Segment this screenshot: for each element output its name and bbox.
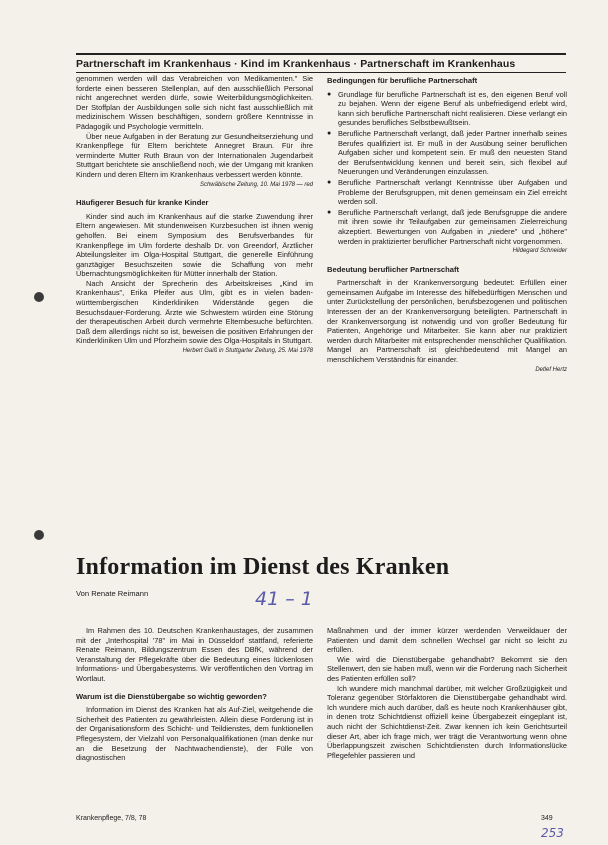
list-item: ● Grundlage für berufliche Partnerschaft ist es, den eigenen Beruf voll zu bejahen. Wenn der eigene Beruf als unbefriedigend erlebt wird, kann sich berufliche Partnerschaft nicht realisieren. Diese verlangt ein gesundes berufliches Selbstbewußtsein. — [327, 90, 567, 128]
paragraph: genommen werden will das Verabreichen von Medikamenten." Sie forderte einen besseren Stellenplan, auf den ausschließlich Personal nicht angerechnet werden dürfe, sowie Weiterbildungsmöglichkeiten. Der Stoffplan der Ausbildungen solle sich nicht fast ausschließlich mit medizinischem Wissen beschäftigen, sondern größere Kenntnisse in Pädagogik und Psychologie vermitteln. — [76, 74, 313, 131]
article-right-column — [327, 626, 567, 760]
list-item: ● Berufliche Partnerschaft verlangt Kenntnisse über Aufgaben und Probleme der Berufsgruppen, mit denen gemeinsam ein Ziel erreicht werden soll. — [327, 178, 567, 207]
paragraph: Ich wundere mich manchmal darüber, mit welcher Großzügigkeit und Toleranz gegenüber Störfaktoren die Dienstübergabe gehandhabt wird. Ich wundere mich auch darüber, daß es heute noch Krankenhäuser gibt, in denen trotz Schichtdienst offiziell keine Übergabezeit eingeplant ist, auch nicht der Schichtdienst-Zeit. Zwar kennen ich kein Gerichtsurteil dieser Art, aber ich frage mich, wer trägt die Verantwortung wenn ohne Überlappungszeit zwischen Schichtdiensten durch Informationslücke Pflegefehler passieren und — [327, 683, 567, 760]
section-heading: Warum ist die Dienstübergabe so wichtig geworden? — [76, 691, 267, 701]
paragraph: Maßnahmen und der immer kürzer werdenden Verweildauer der Patienten und damit dem schnellen Wechsel gar nicht so leicht zu erfüllen. — [327, 626, 567, 655]
handwritten-page-number: 253 — [541, 826, 564, 840]
paragraph: Nach Ansicht der Sprecherin des Arbeitskreises „Kind im Krankenhaus", Erika Pfeifer aus Ulm, gibt es in vielen baden-württembergischen Kinderkliniken Widerstände gegen die Besuchsdauer-Forderung. Ärzte wie Schwestern würden eine Störung der therapeutischen Arbeit durch vermehrte Elternbesuche befürchten. Daß dem allerdings nicht so ist, beweisen die positiven Erfahrungen der Kinderkliniken Ulm und Pforzheim sowie des Olga-Hospitals in Stuttgart. — [76, 278, 313, 346]
paragraph: Im Rahmen des 10. Deutschen Krankenhaustages, der zusammen mit der „Interhospital '78" im Mai in Düsseldorf stattfand, referierte Renate Reimann, Bildungszentrum Essen des DBfK, während der Veranstaltung der Pflegekräfte über die Bedeutung eines lückenlosen Informations- und Übergabesystems. Wir veröffentlichen den Vortrag im Wortlaut. — [76, 626, 313, 683]
punch-hole — [34, 292, 44, 302]
list-item: ● Berufliche Partnerschaft verlangt, daß jeder Partner innerhalb seines Berufes qualifiziert ist. Er muß in der Ausübung seiner beruflichen Aufgaben sicher und kompetent sein. Er muß den neuesten Stand der Berufsentwicklung kennen und bereit sein, sich flexibel auf Neuerungen und Veränderungen einzulassen. — [327, 129, 567, 177]
section-heading: Bedeutung beruflicher Partnerschaft — [327, 264, 460, 274]
section-heading: Bedingungen für berufliche Partnerschaft — [327, 76, 478, 85]
article-author: Von Renate Reimann — [76, 589, 149, 598]
source-note: Hildegard Schneider — [512, 248, 567, 255]
right-column — [327, 76, 567, 375]
paragraph: Kinder sind auch im Krankenhaus auf die starke Zuwendung ihrer Eltern angewiesen. Mit stundenweisen Kurzbesuchen ist ihnen wenig geholfen. Bei einem Symposium des Berufsverbandes für Krankenpflege im Ulm forderte deshalb Dr. von Greendorf, Ärztlicher Abteilungsleiter im Olga-Hospital Stuttgart, die generelle Einführung ganztägiger Besuchszeiten sowie die Schaffung von mehr Übernachtungsmöglichkeiten für Mütter innerhalb der Station. — [76, 211, 313, 279]
left-column — [76, 74, 313, 357]
handwritten-annotation: 41 – 1 — [255, 588, 313, 610]
paragraph: Wie wird die Dienstübergabe gehandhabt? Bekommt sie den Stellenwert, den sie haben muß, wenn wir die Forderung nach Sicherheit des Patienten erfüllen soll? — [327, 654, 567, 683]
paragraph: Information im Dienst des Kranken hat als Auf-Ziel, weitgehende die Sicherheit des Patienten zu gewährleisten. Allein diese Forderung ist in der Organisationsform des Schicht- und Teildienstes, dem funktionellen Pflegesystem, der Vielzahl von Personalqualifikationen (man denke nur an die Besetzung der Nachtwachendienste), der Fülle von diagnostischen — [76, 705, 313, 763]
list-item: ● Berufliche Partnerschaft verlangt, daß jede Berufsgruppe die andere mit ihren sowie ihr Teilaufgaben zur gemeinsamen Zielerreichung akzeptiert. Bewertungen von Aufgaben in „niedere" und „höhere" werden in praktizierter beruflicher Partnerschaft nicht vorgenommen. — [327, 208, 567, 246]
page-number: 349 — [541, 815, 553, 822]
section-heading: Häufigerer Besuch für kranke Kinder — [76, 198, 209, 208]
footer-journal: Krankenpflege, 7/8, 78 — [76, 815, 147, 822]
paragraph: Partnerschaft in der Krankenversorgung bedeutet: Erfüllen einer gemeinsamen Aufgabe im Interesse des hilfebedürftigen Menschen und unter Zurückstellung der persönlichen, berufsbezogenen und politischen Interessen der an der Krankenversorgung beteiligten. Partnerschaft in der Krankenversorgung ist notwendig und von großer Bedeutung für Patienten, Angehörige und Mitarbeiter. Sie kann aber nur praktiziert werden durch Mitarbeiter mit entsprechender menschlicher Qualifikation. Mangel an Partnerschaft ist gleichbedeutend mit Mangel an menschlichem Verständnis für einander. — [327, 278, 567, 365]
source-note: Herbert Gaiß in Stuttgarter Zeitung, 25. Mai 1978 — [182, 348, 313, 355]
paragraph: Über neue Aufgaben in der Beratung zur Gesundheitserziehung und Krankenpflege für Eltern berichtete Annegret Braun. Für ihre verminderte Mutter Ruth Braun von der Internationalen Jugendarbeit Stuttgart berichtete sie anschließend noch, wie der Umgang mit kranken Kindern und deren Eltern im Krankenhaus verbessert werden könnte. — [76, 131, 313, 179]
article-title: Information im Dienst des Kranken — [76, 554, 450, 580]
article-left-column — [76, 626, 313, 763]
running-header: Partnerschaft im Krankenhaus · Kind im Krankenhaus · Partnerschaft im Krankenhaus — [76, 53, 566, 73]
source-note: Detlef Hertz — [535, 366, 567, 373]
bullet-list — [327, 90, 567, 247]
source-note: Schwäbische Zeitung, 10. Mai 1978 — red — [199, 181, 313, 188]
punch-hole — [34, 530, 44, 540]
